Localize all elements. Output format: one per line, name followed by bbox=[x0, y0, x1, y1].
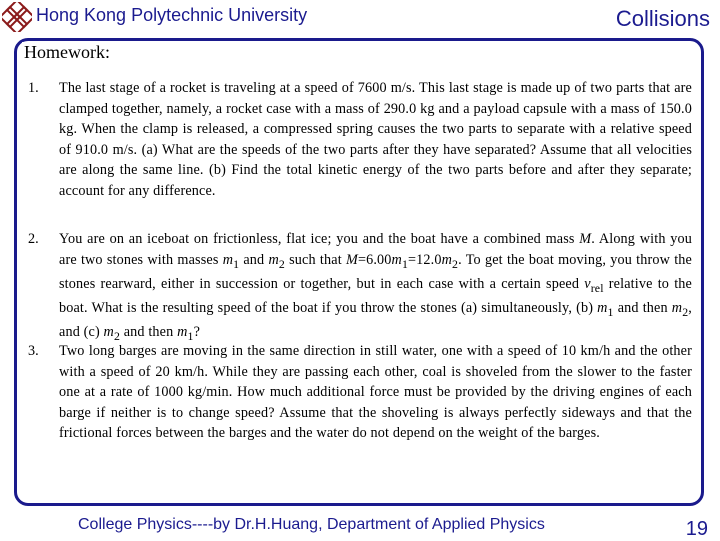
polyu-logo-icon bbox=[2, 2, 32, 32]
problem-3 bbox=[28, 341, 692, 444]
problem-text: The last stage of a rocket is traveling at a speed of 7600 m/s. This last stage is made up of two parts that are clamped together, namely, a rocket case with a mass of 290.0 kg and a payload capsule with a mass of 150.0 kg. When the clamp is released, a compressed spring causes the two parts to separate with a relative speed of 910.0 m/s. (a) What are the speeds of the two parts after they have separated? Assume that all velocities are along the same line. (b) Find the total kinetic energy of the two parts before and after they separate; account for any difference. bbox=[59, 80, 692, 199]
homework-title: Homework: bbox=[24, 42, 110, 62]
university-name: Hong Kong Polytechnic University bbox=[36, 5, 308, 25]
problem-text: Two long barges are moving in the same direction in still water, one with a speed of 10 km/h and the other with a speed of 20 km/h. While they are passing each other, coal is shoveled from the slower to the faster one at a rate of 1000 kg/min. How much additional force must be provided by the driving engines of each barge if neither is to change speed? Assume that the shoveling is always perfectly sideways and that the frictional forces between the barges and the water do not depend on the weight of the barges. bbox=[59, 343, 692, 441]
problem-1 bbox=[28, 78, 692, 201]
footer-credit: College Physics----by Dr.H.Huang, Department of Applied Physics bbox=[78, 516, 545, 533]
page-number: 19 bbox=[685, 518, 708, 540]
problem-text: You are on an iceboat on frictionless, flat ice; you and the boat have a combined mass M. Along with you are two stones with masses $m_1$ and $m_2$ such that $M=6.00m_1=12.0m_2$. To get the boat moving, you throw the stones rearward, either in succession or together, but in each case with a certain speed $v_{rel}$ relative to the boat. What is the resulting speed of the boat if you throw the stones (a) simultaneously, (b) $m_1$ and then $m_2$, and (c) $m_2$ and then $m_1$? bbox=[59, 231, 692, 344]
problem-number: 3. bbox=[28, 343, 39, 359]
slide-topic: Collisions bbox=[615, 6, 710, 31]
problem-number: 1. bbox=[28, 80, 39, 96]
problem-number: 2. bbox=[28, 231, 39, 247]
problem-2 bbox=[28, 229, 692, 347]
